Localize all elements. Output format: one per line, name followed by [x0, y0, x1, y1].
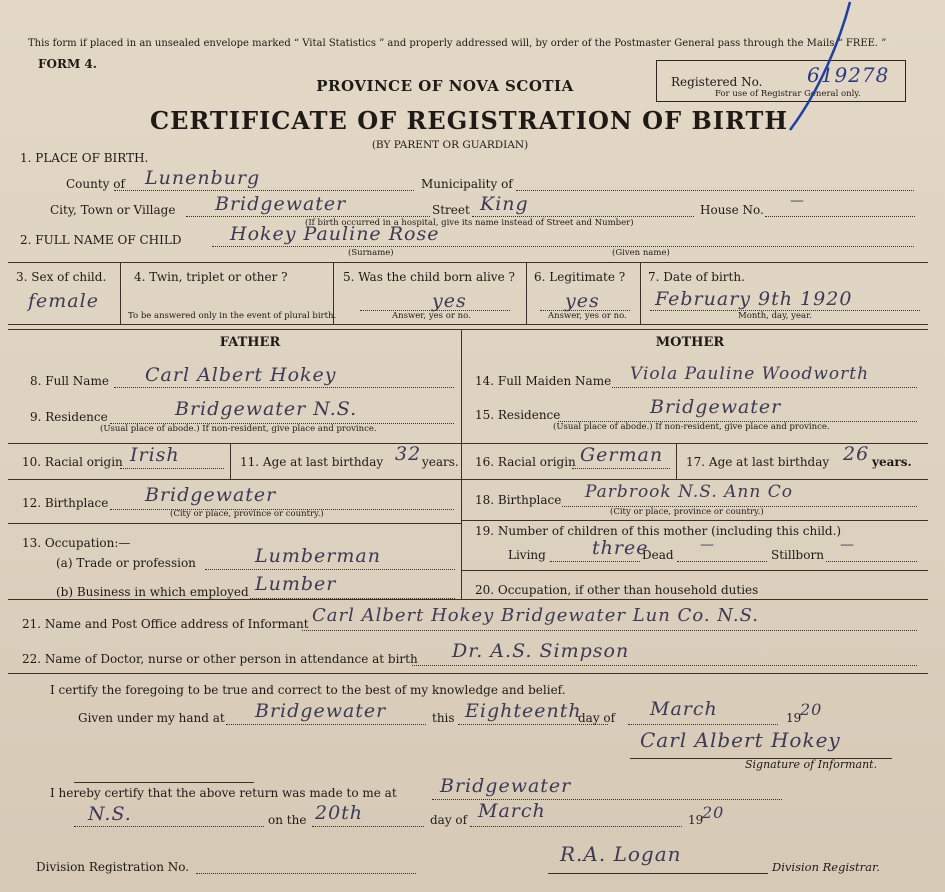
- informant-value: Carl Albert Hokey Bridgewater Lun Co. N.S.: [312, 605, 760, 626]
- doctor-value: Dr. A.S. Simpson: [452, 640, 630, 662]
- father-name-value: Carl Albert Hokey: [145, 364, 337, 386]
- given-place-value: Bridgewater: [255, 700, 387, 722]
- legitimate-note: Answer, yes or no.: [548, 311, 627, 321]
- sex-label: 3. Sex of child.: [16, 270, 107, 284]
- informant-label: 21. Name and Post Office address of Informant: [22, 617, 309, 631]
- father-name-label: 8. Full Name: [30, 374, 109, 388]
- legitimate-label: 6. Legitimate ?: [534, 270, 626, 284]
- mother-occupation-label: 20. Occupation, if other than household duties: [475, 583, 759, 597]
- blue-pen-stroke: [780, 0, 860, 140]
- day-of-label-2: day of: [430, 813, 468, 827]
- street-label: Street: [432, 203, 470, 217]
- registrar-year-prefix: 19: [688, 813, 704, 827]
- mother-racial-label: 16. Racial origin: [475, 455, 576, 469]
- month-value: March: [650, 698, 718, 720]
- year-prefix: 19: [786, 711, 802, 725]
- children-label: 19. Number of children of this mother (including this child.): [475, 524, 842, 538]
- father-heading: FATHER: [219, 335, 281, 350]
- mother-birthplace-note: (City or place, province or country.): [610, 507, 764, 517]
- registrar-note: For use of Registrar General only.: [715, 89, 861, 99]
- mother-years-label: years.: [872, 455, 912, 469]
- place-of-birth-heading: 1. PLACE OF BIRTH.: [20, 151, 149, 165]
- father-age-label: 11. Age at last birthday: [240, 455, 384, 469]
- dead-value: —: [700, 537, 715, 553]
- dob-label: 7. Date of birth.: [648, 270, 745, 284]
- day-of-label: day of: [578, 711, 616, 725]
- city-value: Bridgewater: [215, 193, 347, 215]
- mother-heading: MOTHER: [655, 335, 725, 350]
- child-name-label: 2. FULL NAME OF CHILD: [20, 233, 182, 247]
- mother-racial-value: German: [580, 444, 664, 466]
- registrar-signature: R.A. Logan: [560, 842, 682, 866]
- father-years-label: years.: [422, 455, 459, 469]
- county-value: Lunenburg: [145, 167, 261, 189]
- alive-label: 5. Was the child born alive ?: [343, 270, 515, 284]
- alive-value: yes: [432, 290, 467, 312]
- county-label: County of: [66, 177, 125, 191]
- mother-age-value: 26: [843, 443, 870, 465]
- registrar-month-value: March: [478, 800, 546, 822]
- father-residence-value: Bridgewater N.S.: [175, 398, 358, 420]
- child-name-value: Hokey Pauline Rose: [230, 223, 440, 245]
- mother-residence-note: (Usual place of abode.) If non-resident, give place and province.: [553, 422, 830, 432]
- registered-number: 619278: [807, 63, 890, 87]
- province-heading: PROVINCE OF NOVA SCOTIA: [316, 77, 574, 95]
- page-subtitle: (BY PARENT OR GUARDIAN): [371, 139, 529, 151]
- father-racial-label: 10. Racial origin: [22, 455, 123, 469]
- page-title: CERTIFICATE OF REGISTRATION OF BIRTH: [150, 106, 789, 135]
- business-label: (b) Business in which employed: [56, 585, 249, 599]
- father-birthplace-value: Bridgewater: [145, 484, 277, 506]
- father-occupation-label: 13. Occupation:—: [22, 536, 131, 550]
- form-number: FORM 4.: [38, 57, 97, 71]
- given-label: Given under my hand at: [78, 711, 225, 725]
- municipality-label: Municipality of: [421, 177, 513, 191]
- mother-birthplace-value: Parbrook N.S. Ann Co: [585, 482, 793, 502]
- twin-label: 4. Twin, triplet or other ?: [134, 270, 288, 284]
- father-residence-label: 9. Residence: [30, 410, 108, 424]
- mother-name-label: 14. Full Maiden Name: [475, 374, 612, 388]
- division-registrar-label: Division Registrar.: [772, 860, 880, 874]
- on-day-value: 20th: [315, 802, 364, 824]
- city-label: City, Town or Village: [50, 203, 176, 217]
- house-value: —: [790, 193, 805, 209]
- stillborn-label: Stillborn: [771, 548, 824, 562]
- registrar-year-value: 20: [702, 803, 725, 822]
- street-value: King: [480, 193, 529, 215]
- stillborn-value: —: [840, 537, 855, 553]
- registrar-text: I hereby certify that the above return was made to me at: [50, 786, 397, 800]
- day-value: Eighteenth: [465, 700, 582, 722]
- legitimate-value: yes: [565, 290, 600, 312]
- father-birthplace-note: (City or place, province or country.): [170, 509, 324, 519]
- dob-note: Month, day, year.: [738, 311, 812, 321]
- mother-age-label: 17. Age at last birthday: [686, 455, 830, 469]
- on-label: on the: [268, 813, 307, 827]
- registered-label: Registered No.: [671, 75, 763, 89]
- given-name-note: (Given name): [612, 248, 670, 258]
- alive-note: Answer, yes or no.: [392, 311, 471, 321]
- trade-value: Lumberman: [255, 545, 381, 567]
- division-no-label: Division Registration No.: [36, 860, 190, 874]
- registrar-place2-value: N.S.: [88, 803, 132, 825]
- registrar-place-value: Bridgewater: [440, 775, 572, 797]
- trade-label: (a) Trade or profession: [56, 556, 196, 570]
- father-birthplace-label: 12. Birthplace: [22, 496, 109, 510]
- surname-note: (Surname): [348, 248, 394, 258]
- dob-value: February 9th 1920: [655, 288, 853, 310]
- this-label: this: [432, 711, 455, 725]
- signature-label: Signature of Informant.: [745, 758, 878, 771]
- living-value: three: [592, 537, 649, 559]
- informant-signature: Carl Albert Hokey: [640, 728, 841, 752]
- doctor-label: 22. Name of Doctor, nurse or other person in attendance at birth: [22, 652, 418, 666]
- mother-residence-label: 15. Residence: [475, 408, 561, 422]
- postal-notice: This form if placed in an unsealed envelope marked “ Vital Statistics ” and properly addressed will, by order of the Postmaster General pass through the Mails “ FREE. ”: [28, 38, 887, 49]
- father-residence-note: (Usual place of abode.) If non-resident, give place and province.: [100, 424, 377, 434]
- mother-residence-value: Bridgewater: [650, 396, 782, 418]
- father-racial-value: Irish: [130, 444, 180, 466]
- house-label: House No.: [700, 203, 764, 217]
- twin-note: To be answered only in the event of plural birth.: [128, 311, 337, 321]
- sex-value: female: [28, 290, 99, 312]
- mother-birthplace-label: 18. Birthplace: [475, 493, 562, 507]
- living-label: Living: [508, 548, 546, 562]
- certify-text: I certify the foregoing to be true and correct to the best of my knowledge and belief.: [50, 683, 566, 697]
- father-age-value: 32: [395, 443, 422, 465]
- business-value: Lumber: [255, 573, 337, 595]
- hospital-note: (If birth occurred in a hospital, give its name instead of Street and Number): [305, 218, 634, 228]
- mother-name-value: Viola Pauline Woodworth: [630, 364, 870, 384]
- year-value: 20: [800, 700, 823, 719]
- dead-label: Dead: [642, 548, 674, 562]
